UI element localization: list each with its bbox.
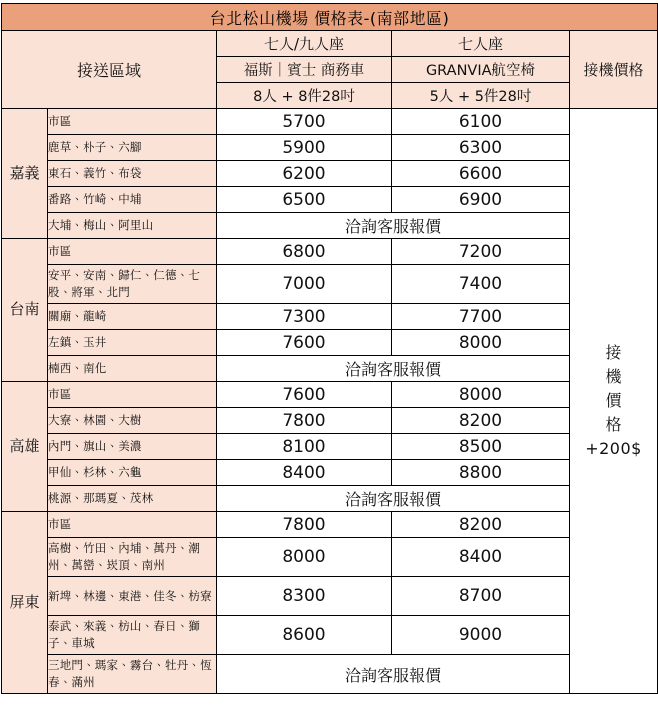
price-vehicle1: 7800 (217, 408, 392, 434)
table-row (2, 213, 658, 239)
area-names: 泰武、來義、枋山、春日、獅子、車城 (48, 616, 217, 655)
header-vehicle2-seats: 七人座 (392, 31, 570, 57)
pickup-note-char: 接 (605, 343, 622, 362)
pickup-price-stack (570, 341, 657, 461)
price-vehicle2: 6900 (392, 187, 570, 213)
area-names: 甲仙、杉林、六龜 (48, 460, 217, 486)
table-row (2, 161, 658, 187)
header-vehicle1-seats: 七人/九人座 (217, 31, 392, 57)
price-vehicle1: 5700 (217, 109, 392, 135)
price-vehicle2: 6300 (392, 135, 570, 161)
area-names: 新埤、林邊、東港、佳冬、枋寮 (48, 577, 217, 616)
header-area-label: 接送區域 (2, 31, 217, 109)
table-row (2, 330, 658, 356)
inquire-customer-service: 洽詢客服報價 (217, 486, 570, 512)
area-names: 市區 (48, 382, 217, 408)
price-vehicle2: 7200 (392, 239, 570, 265)
area-names: 關廟、龍崎 (48, 304, 217, 330)
page-title: 台北松山機場 價格表-(南部地區) (2, 4, 658, 31)
table-row (2, 655, 658, 694)
table-row (2, 239, 658, 265)
area-names: 桃源、那瑪夏、茂林 (48, 486, 217, 512)
price-vehicle2: 8200 (392, 512, 570, 538)
table-row (2, 109, 658, 135)
header-row-1 (2, 31, 658, 57)
region-label-台南: 台南 (2, 239, 48, 382)
area-names: 三地門、瑪家、霧台、牡丹、恆春、滿州 (48, 655, 217, 694)
price-vehicle1: 7300 (217, 304, 392, 330)
price-vehicle1: 5900 (217, 135, 392, 161)
price-vehicle2: 7400 (392, 265, 570, 304)
table-row (2, 265, 658, 304)
table-row (2, 187, 658, 213)
price-vehicle2: 6600 (392, 161, 570, 187)
area-names: 市區 (48, 239, 217, 265)
table-row (2, 382, 658, 408)
price-table (1, 3, 658, 694)
area-names: 大寮、林園、大樹 (48, 408, 217, 434)
table-row (2, 512, 658, 538)
price-vehicle2: 8500 (392, 434, 570, 460)
pickup-note-char: 價 (605, 391, 622, 410)
price-vehicle1: 8400 (217, 460, 392, 486)
table-row (2, 486, 658, 512)
area-names: 番路、竹崎、中埔 (48, 187, 217, 213)
price-vehicle1: 8000 (217, 538, 392, 577)
region-label-高雄: 高雄 (2, 382, 48, 512)
table-row (2, 356, 658, 382)
area-names: 東石、義竹、布袋 (48, 161, 217, 187)
price-vehicle2: 7700 (392, 304, 570, 330)
title-row (2, 4, 658, 31)
area-names: 內門、旗山、美濃 (48, 434, 217, 460)
inquire-customer-service: 洽詢客服報價 (217, 213, 570, 239)
area-names: 安平、安南、歸仁、仁德、七股、將軍、北門 (48, 265, 217, 304)
area-names: 市區 (48, 512, 217, 538)
region-label-嘉義: 嘉義 (2, 109, 48, 239)
price-vehicle2: 8200 (392, 408, 570, 434)
header-vehicle1-capacity: 8人 + 8件28吋 (217, 83, 392, 109)
price-vehicle2: 8000 (392, 330, 570, 356)
table-row (2, 304, 658, 330)
pickup-surcharge-amount: +200$ (585, 439, 642, 458)
table-row (2, 616, 658, 655)
price-vehicle1: 7800 (217, 512, 392, 538)
area-names: 大埔、梅山、阿里山 (48, 213, 217, 239)
pickup-note-char: 格 (605, 415, 622, 434)
price-vehicle1: 6800 (217, 239, 392, 265)
price-vehicle1: 8600 (217, 616, 392, 655)
table-row (2, 460, 658, 486)
header-vehicle1-model: 福斯｜賓士 商務車 (217, 57, 392, 83)
price-vehicle1: 8300 (217, 577, 392, 616)
price-vehicle1: 7000 (217, 265, 392, 304)
price-vehicle2: 6100 (392, 109, 570, 135)
area-names: 市區 (48, 109, 217, 135)
price-vehicle1: 7600 (217, 330, 392, 356)
area-names: 楠西、南化 (48, 356, 217, 382)
price-vehicle1: 8100 (217, 434, 392, 460)
pickup-note-char: 機 (605, 367, 622, 386)
area-names: 高樹、竹田、內埔、萬丹、潮州、萬巒、崁頂、南州 (48, 538, 217, 577)
price-vehicle2: 8800 (392, 460, 570, 486)
table-row (2, 577, 658, 616)
header-pickup-price-label: 接機價格 (570, 31, 658, 109)
header-vehicle2-capacity: 5人 + 5件28吋 (392, 83, 570, 109)
price-vehicle1: 7600 (217, 382, 392, 408)
price-vehicle2: 8000 (392, 382, 570, 408)
inquire-customer-service: 洽詢客服報價 (217, 356, 570, 382)
area-names: 左鎮、玉井 (48, 330, 217, 356)
inquire-customer-service: 洽詢客服報價 (217, 655, 570, 694)
price-vehicle1: 6200 (217, 161, 392, 187)
table-row (2, 135, 658, 161)
table-row (2, 538, 658, 577)
price-vehicle1: 6500 (217, 187, 392, 213)
region-label-屏東: 屏東 (2, 512, 48, 694)
table-row (2, 434, 658, 460)
table-row (2, 408, 658, 434)
price-vehicle2: 8400 (392, 538, 570, 577)
price-vehicle2: 9000 (392, 616, 570, 655)
price-vehicle2: 8700 (392, 577, 570, 616)
header-vehicle2-model: GRANVIA航空椅 (392, 57, 570, 83)
pickup-price-surcharge (570, 109, 658, 694)
area-names: 鹿草、朴子、六腳 (48, 135, 217, 161)
